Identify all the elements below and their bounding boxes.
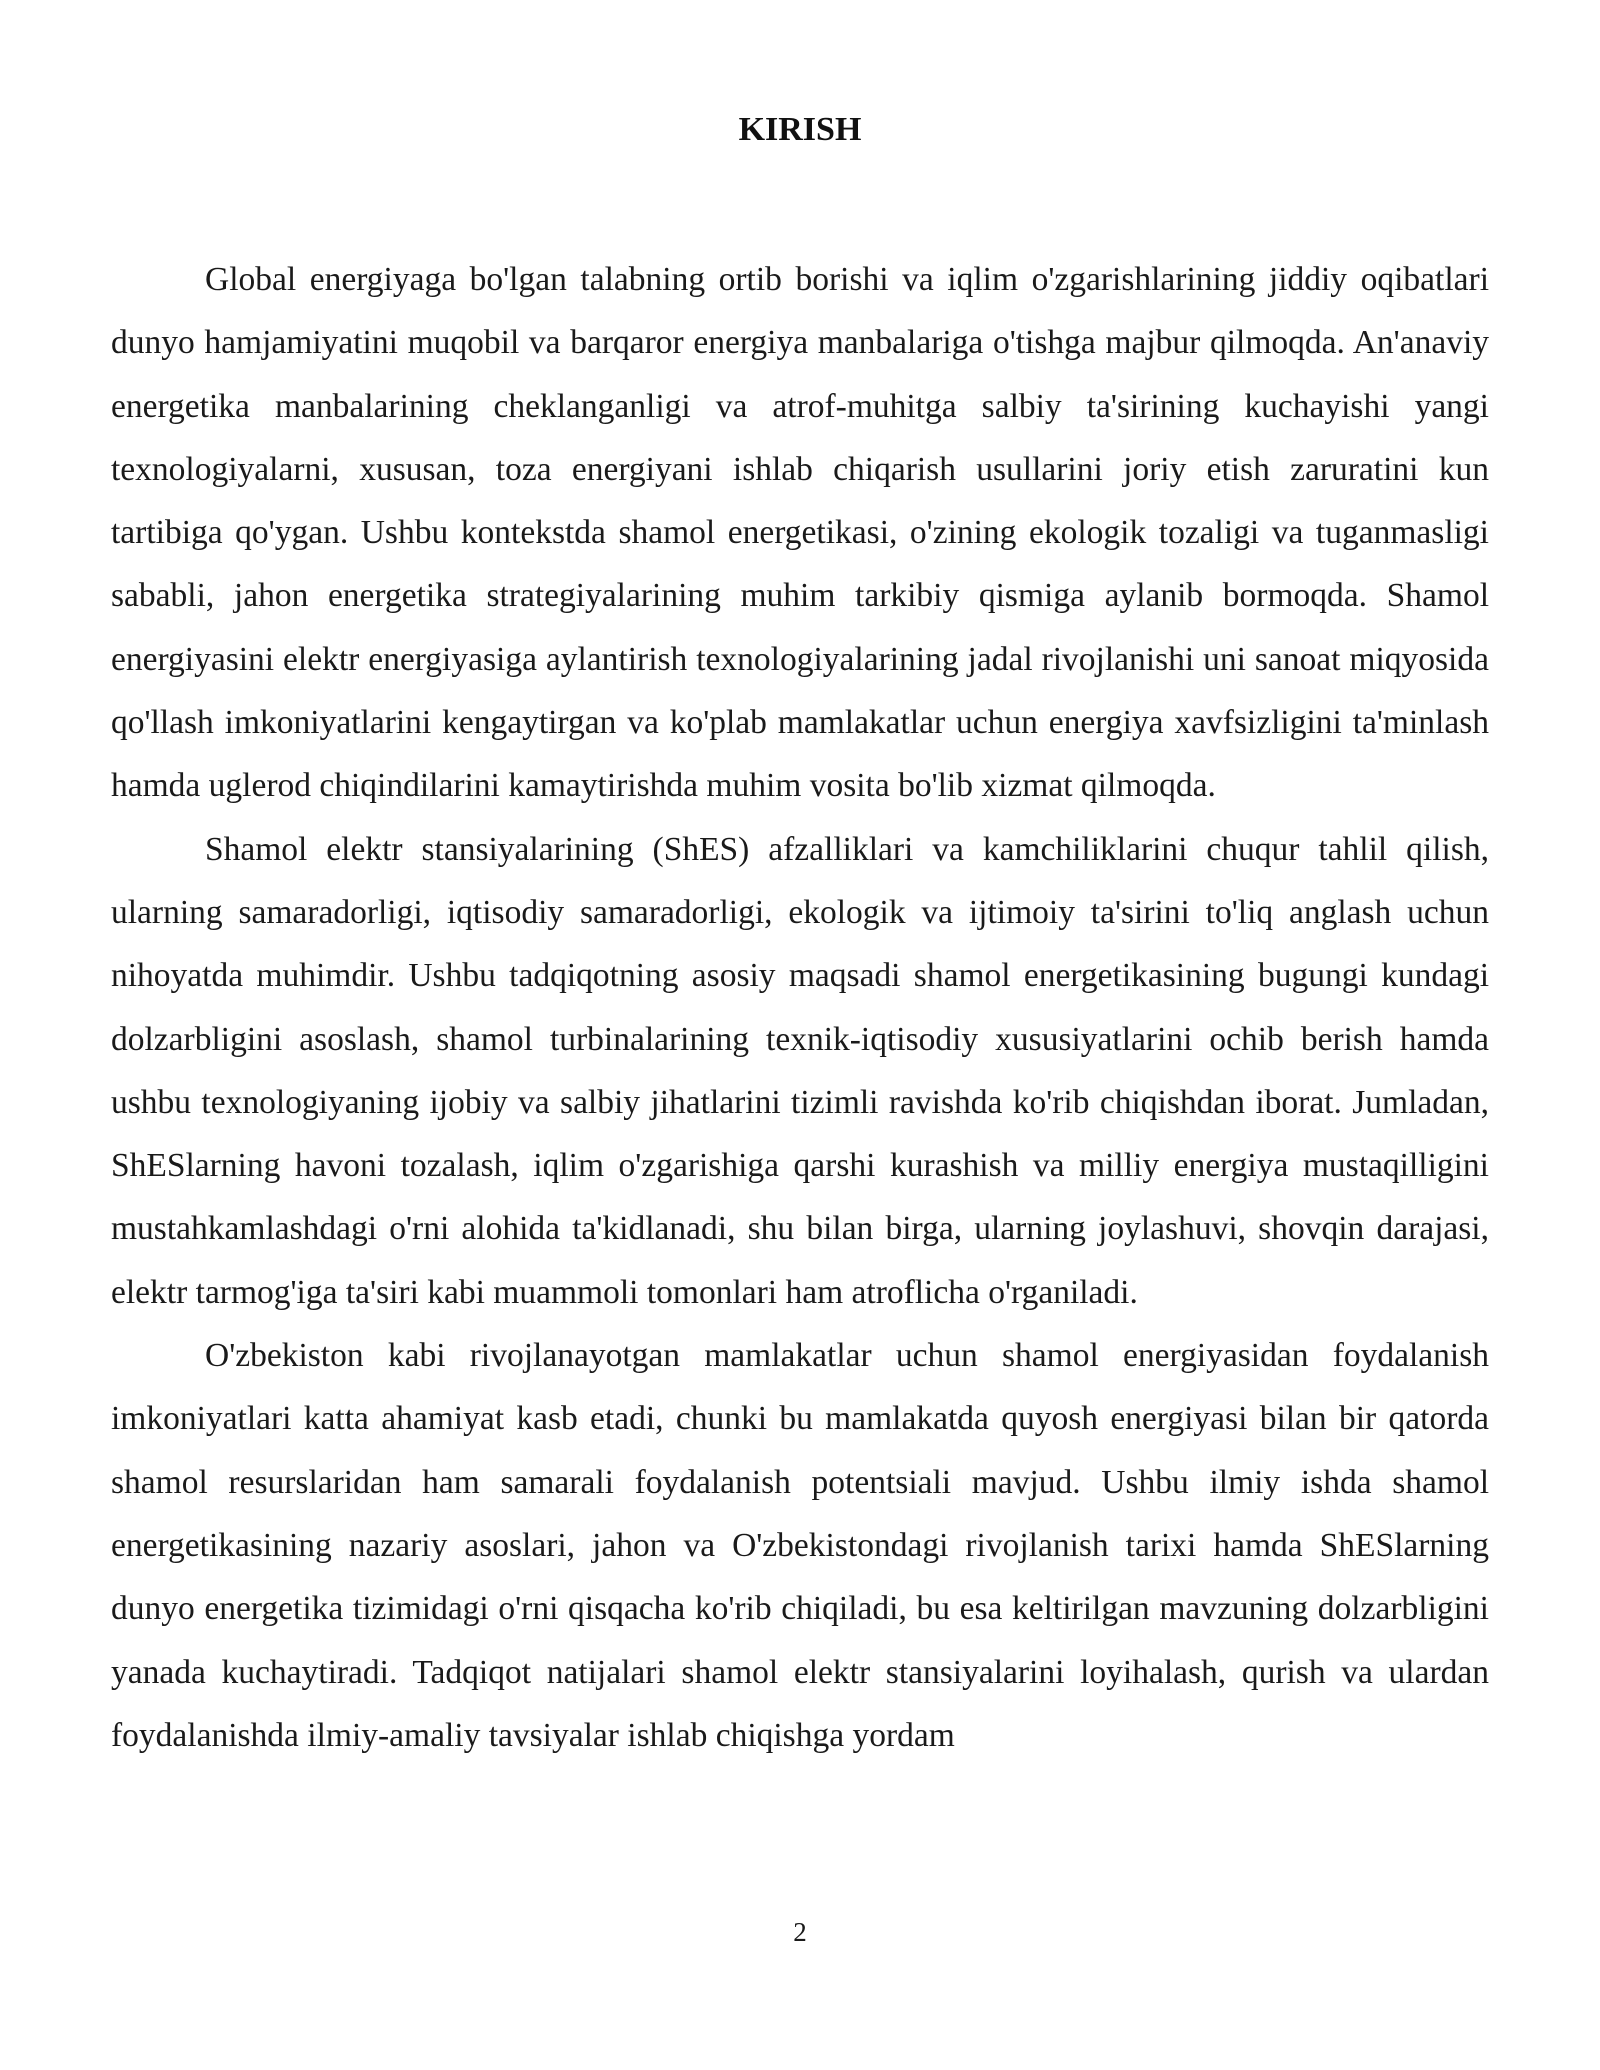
page-number: 2 [793, 1917, 807, 1947]
paragraph-1: Global energiyaga bo'lgan talabning ortib borishi va iqlim o'zgarishlarining jiddiy oqibatlari dunyo hamjamiyatini muqobil va barqaror energiya manbalariga o'tishga majbur qilmoqda. An'anaviy energetika manbalarining cheklanganligi va atrof-muhitga salbiy ta'sirining kuchayishi yangi texnologiyalarni, xususan, toza energiyani ishlab chiqarish usullarini joriy etish zaruratini kun tartibiga qo'ygan. Ushbu kontekstda shamol energetikasi, o'zining ekologik tozaligi va tuganmasligi sababli, jahon energetika strategiyalarining muhim tarkibiy qismiga aylanib bormoqda. Shamol energiyasini elektr energiyasiga aylantirish texnologiyalarining jadal rivojlanishi uni sanoat miqyosida qo'llash imkoniyatlarini kengaytirgan va ko'plab mamlakatlar uchun energiya xavfsizligini ta'minlash hamda uglerod chiqindilarini kamaytirishda muhim vosita bo'lib xizmat qilmoqda. [111, 261, 1489, 805]
paragraph-2: Shamol elektr stansiyalarining (ShES) afzalliklari va kamchiliklarini chuqur tahlil qilish, ularning samaradorligi, iqtisodiy samaradorligi, ekologik va ijtimoiy ta'sirini to'liq anglash uchun nihoyatda muhimdir. Ushbu tadqiqotning asosiy maqsadi shamol energetikasining bugungi kundagi dolzarbligini asoslash, shamol turbinalarining texnik-iqtisodiy xususiyatlarini ochib berish hamda ushbu texnologiyaning ijobiy va salbiy jihatlarini tizimli ravishda ko'rib chiqishdan iborat. Jumladan, ShESlarning havoni tozalash, iqlim o'zgarishiga qarshi kurashish va milliy energiya mustaqilligini mustahkamlashdagi o'rni alohida ta'kidlanadi, shu bilan birga, ularning joylashuvi, shovqin darajasi, elektr tarmog'iga ta'siri kabi muammoli tomonlari ham atroflicha o'rganiladi. [111, 830, 1489, 1311]
body-text [111, 248, 1489, 1767]
paragraph-3: O'zbekiston kabi rivojlanayotgan mamlakatlar uchun shamol energiyasidan foydalanish imkoniyatlari katta ahamiyat kasb etadi, chunki bu mamlakatda quyosh energiyasi bilan bir qatorda shamol resurslaridan ham samarali foydalanish potentsiali mavjud. Ushbu ilmiy ishda shamol energetikasining nazariy asoslari, jahon va O'zbekistondagi rivojlanish tarixi hamda ShESlarning dunyo energetika tizimidagi o'rni qisqacha ko'rib chiqiladi, bu esa keltirilgan mavzuning dolzarbligini yanada kuchaytiradi. Tadqiqot natijalari shamol elektr stansiyalarini loyihalash, qurish va ulardan foydalanishda ilmiy-amaliy tavsiyalar ishlab chiqishga yordam [111, 1337, 1489, 1754]
page-title: KIRISH [738, 111, 862, 148]
